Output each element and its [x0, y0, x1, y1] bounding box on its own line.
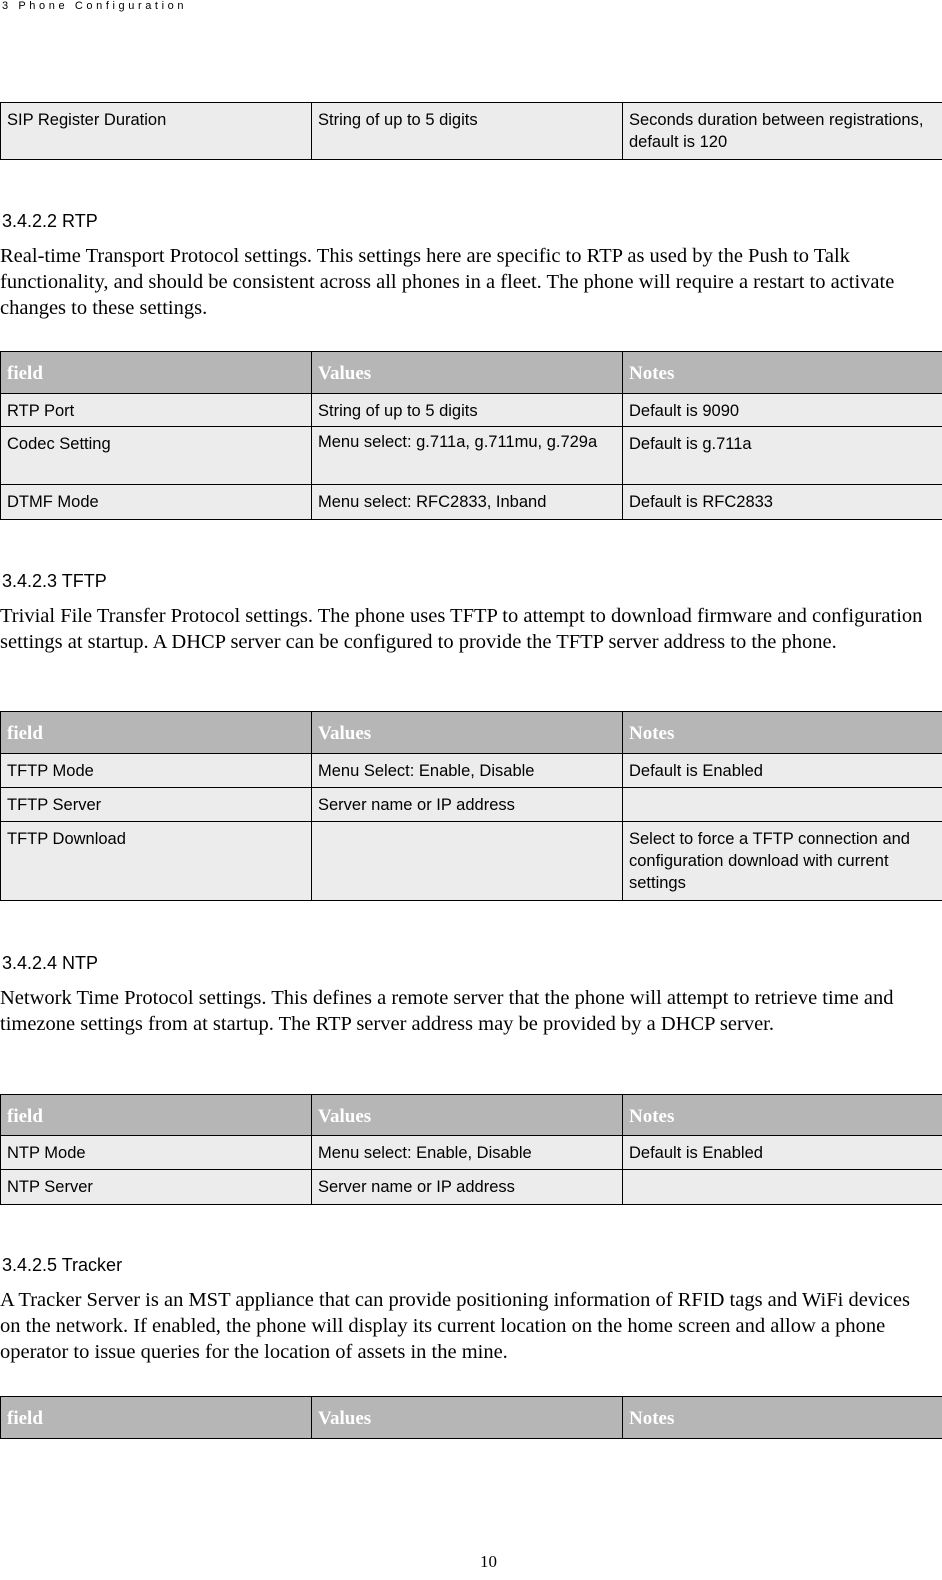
section-heading-rtp: 3.4.2.2 RTP [2, 211, 98, 231]
section-paragraph-tracker: A Tracker Server is an MST appliance that can provide positioning information of RFID tags and WiFi devices on the network. If enabled, the phone will display its current location on the home screen and allow a phone operator to issue queries for the location of assets in the mine. [0, 1289, 910, 1363]
section-heading-tftp: 3.4.2.3 TFTP [2, 571, 107, 591]
table-cell: Default is 9090 [623, 394, 942, 427]
table-row [1, 103, 942, 160]
sip-table [0, 102, 942, 160]
table-cell: Codec Setting [1, 427, 312, 485]
table-cell [623, 788, 942, 822]
table-row [1, 1170, 942, 1205]
table-cell [312, 822, 623, 901]
rtp-table [0, 351, 942, 520]
column-header: field [1, 352, 312, 394]
table-row [1, 394, 942, 427]
table-row [1, 485, 942, 520]
table-row [1, 427, 942, 485]
table-cell: Default is g.711a [623, 427, 942, 485]
table-cell: DTMF Mode [1, 485, 312, 520]
section-heading-ntp: 3.4.2.4 NTP [2, 953, 99, 973]
column-header: Values [312, 352, 623, 394]
table-cell: String of up to 5 digits [312, 103, 623, 160]
table-cell [623, 1170, 942, 1205]
table-cell: Menu select: g.711a, g.711mu, g.729a [312, 427, 623, 485]
table-header-row [1, 1397, 942, 1439]
table-cell: String of up to 5 digits [312, 394, 623, 427]
table-cell: Default is RFC2833 [623, 485, 942, 520]
section-paragraph-rtp: Real-time Transport Protocol settings. This settings here are specific to RTP as used by the Push to Talk functionality, and should be consistent across all phones in a fleet. The phone will require a restart to activate changes to these settings. [0, 245, 895, 319]
column-header: Values [312, 712, 623, 754]
table-cell: Seconds duration between registrations, default is 120 [623, 103, 942, 160]
table-cell: TFTP Mode [1, 754, 312, 788]
table-cell: NTP Server [1, 1170, 312, 1205]
section-paragraph-tftp: Trivial File Transfer Protocol settings. The phone uses TFTP to attempt to download firmware and configuration settings at startup. A DHCP server can be configured to provide the TFTP server address to the phone. [0, 605, 923, 653]
column-header: Notes [623, 1095, 942, 1136]
table-cell: TFTP Download [1, 822, 312, 901]
section-heading-tracker: 3.4.2.5 Tracker [2, 1255, 123, 1275]
running-header: 3 Phone Configuration [2, 0, 188, 12]
table-header-row [1, 352, 942, 394]
column-header: Notes [623, 712, 942, 754]
table-row [1, 754, 942, 788]
ntp-table [0, 1094, 942, 1205]
table-row [1, 788, 942, 822]
column-header: Values [312, 1397, 623, 1439]
column-header: Notes [623, 352, 942, 394]
column-header: field [1, 712, 312, 754]
page-number: 10 [480, 1552, 497, 1571]
section-paragraph-ntp: Network Time Protocol settings. This defines a remote server that the phone will attempt to retrieve time and timezone settings from at startup. The RTP server address may be provided by a DHCP server. [0, 987, 894, 1035]
table-row [1, 1136, 942, 1170]
column-header: Notes [623, 1397, 942, 1439]
table-header-row [1, 1095, 942, 1136]
table-row [1, 822, 942, 901]
table-cell: Menu Select: Enable, Disable [312, 754, 623, 788]
table-cell: Server name or IP address [312, 788, 623, 822]
table-cell: RTP Port [1, 394, 312, 427]
table-cell: TFTP Server [1, 788, 312, 822]
table-cell: NTP Mode [1, 1136, 312, 1170]
table-cell: Default is Enabled [623, 1136, 942, 1170]
column-header: Values [312, 1095, 623, 1136]
column-header: field [1, 1095, 312, 1136]
table-cell: Default is Enabled [623, 754, 942, 788]
tftp-table [0, 711, 942, 901]
table-header-row [1, 712, 942, 754]
table-cell: Server name or IP address [312, 1170, 623, 1205]
table-cell: Select to force a TFTP connection and configuration download with current settings [623, 822, 942, 901]
table-cell: SIP Register Duration [1, 103, 312, 160]
tracker-table [0, 1396, 942, 1439]
column-header: field [1, 1397, 312, 1439]
table-cell: Menu select: RFC2833, Inband [312, 485, 623, 520]
table-cell: Menu select: Enable, Disable [312, 1136, 623, 1170]
